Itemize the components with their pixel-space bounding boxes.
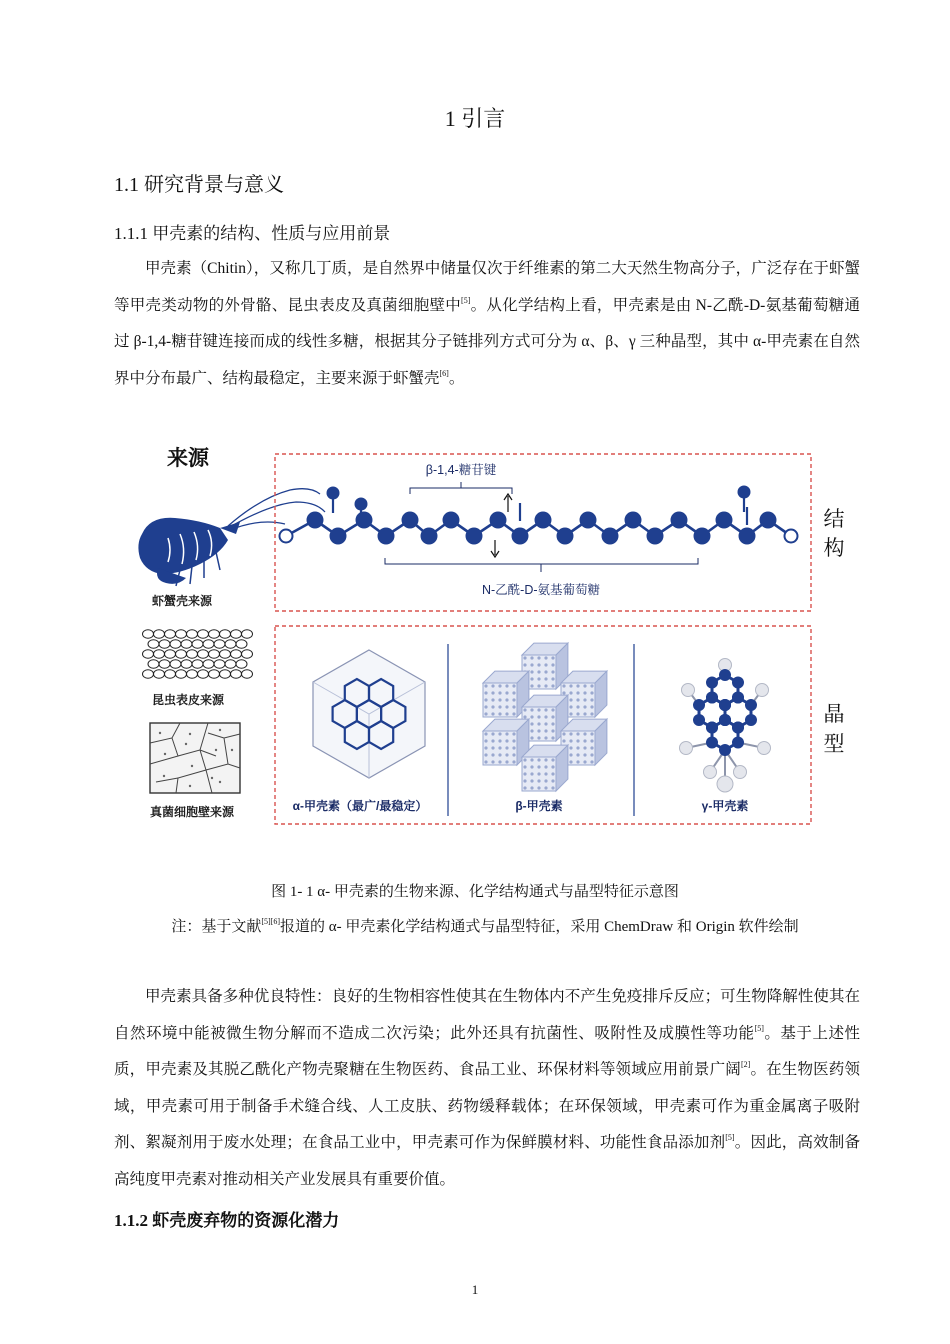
chain-atom <box>443 512 460 529</box>
alpha-label: α-甲壳素（最广/最稳定） <box>292 799 428 813</box>
side-atom <box>355 498 368 511</box>
bead <box>498 753 501 756</box>
chain-atom <box>647 528 664 545</box>
shrimp-label: 虾蟹壳来源 <box>151 594 213 608</box>
bead <box>484 705 487 708</box>
paragraph-text: 。 <box>448 369 465 387</box>
bead <box>544 715 547 718</box>
bead <box>523 656 526 659</box>
subsection-title: 1.1.1 甲壳素的结构、性质与应用前景 <box>114 224 391 243</box>
bead <box>491 684 494 687</box>
bead <box>512 712 515 715</box>
bead <box>523 758 526 761</box>
bead <box>576 732 579 735</box>
bead <box>498 760 501 763</box>
note-text: 报道的 α- 甲壳素化学结构通式与晶型特征，采用 ChemDraw 和 Origin 软件绘制 <box>280 919 799 935</box>
bead <box>498 705 501 708</box>
chapter-title: 1 引言 <box>444 106 506 131</box>
bead <box>484 760 487 763</box>
bead <box>512 732 515 735</box>
bead <box>491 712 494 715</box>
bead <box>590 712 593 715</box>
bead <box>583 712 586 715</box>
carbon-atom <box>732 737 744 749</box>
carbon-atom <box>719 699 731 711</box>
bead <box>551 772 554 775</box>
chain-atom <box>739 528 756 545</box>
figure-note <box>0 915 950 936</box>
bead <box>505 698 508 701</box>
bead <box>551 663 554 666</box>
crystal-side-label-2: 型 <box>823 733 845 756</box>
citation: [2] <box>740 1060 751 1069</box>
bead <box>498 732 501 735</box>
carbon-atom <box>745 714 757 726</box>
bead <box>544 758 547 761</box>
bead <box>530 736 533 739</box>
chain-atom <box>466 528 483 545</box>
paragraph-text: 。因此，高效制备高纯度甲壳素对推动相关产业发展具有重要价值。 <box>114 1134 860 1188</box>
bead <box>590 746 593 749</box>
bead <box>544 677 547 680</box>
bead <box>530 684 533 687</box>
bead <box>484 739 487 742</box>
source-title: 来源 <box>167 447 209 470</box>
bead <box>491 698 494 701</box>
chain-atom <box>490 512 507 529</box>
bead <box>569 760 572 763</box>
hydrogen-atom <box>680 742 693 755</box>
bead <box>544 779 547 782</box>
bead <box>512 739 515 742</box>
chain-atom <box>307 512 324 529</box>
bead <box>505 705 508 708</box>
bead <box>576 760 579 763</box>
bead <box>583 684 586 687</box>
bead <box>583 705 586 708</box>
bead <box>491 691 494 694</box>
bead <box>523 786 526 789</box>
bond-bracket <box>410 482 512 494</box>
bead <box>530 758 533 761</box>
bead <box>576 739 579 742</box>
bead <box>551 708 554 711</box>
shrimp-icon <box>138 489 325 586</box>
bead <box>544 670 547 673</box>
bead <box>505 691 508 694</box>
bead <box>583 753 586 756</box>
hydrogen-atom <box>704 766 717 779</box>
bead <box>590 753 593 756</box>
bead <box>576 684 579 687</box>
bead <box>544 656 547 659</box>
bead <box>491 753 494 756</box>
bead <box>569 684 572 687</box>
bead <box>569 753 572 756</box>
bead <box>583 691 586 694</box>
bead <box>551 677 554 680</box>
bead <box>562 684 565 687</box>
bead <box>530 779 533 782</box>
bead <box>590 705 593 708</box>
bead <box>576 698 579 701</box>
beta-chitin-crystal <box>483 643 607 791</box>
bead <box>523 772 526 775</box>
chain-atom <box>280 530 293 543</box>
bead <box>551 765 554 768</box>
bead <box>569 712 572 715</box>
chain-atom <box>671 512 688 529</box>
bead <box>530 715 533 718</box>
chain-atom <box>580 512 597 529</box>
bead <box>491 705 494 708</box>
carbon-atom <box>719 744 731 756</box>
carbon-atom <box>693 699 705 711</box>
chain-atom <box>785 530 798 543</box>
chain-atom <box>694 528 711 545</box>
bead <box>505 684 508 687</box>
bead <box>505 732 508 735</box>
bead <box>523 765 526 768</box>
beta-label: β-甲壳素 <box>515 799 563 813</box>
bead <box>551 715 554 718</box>
bead <box>551 779 554 782</box>
bead <box>537 786 540 789</box>
bead <box>512 753 515 756</box>
bead <box>537 779 540 782</box>
bead <box>530 663 533 666</box>
monomer-label: N-乙酰-D-氨基葡萄糖 <box>481 583 601 597</box>
bead <box>505 712 508 715</box>
bead <box>484 712 487 715</box>
bead <box>590 698 593 701</box>
fungi-label: 真菌细胞壁来源 <box>149 805 235 819</box>
bead <box>530 765 533 768</box>
citation: [5] <box>754 1023 764 1033</box>
bead <box>530 786 533 789</box>
bead <box>569 732 572 735</box>
carbon-atom <box>719 714 731 726</box>
page-number: 1 <box>471 1282 479 1297</box>
bead <box>530 670 533 673</box>
chain-atom <box>760 512 777 529</box>
bead <box>537 765 540 768</box>
bead <box>551 758 554 761</box>
bead <box>551 736 554 739</box>
bead <box>530 708 533 711</box>
bead <box>583 739 586 742</box>
bead <box>562 732 565 735</box>
carbon-atom <box>693 714 705 726</box>
bead <box>505 753 508 756</box>
paragraph-intro <box>114 251 860 397</box>
bead <box>544 736 547 739</box>
bead <box>512 691 515 694</box>
bead <box>551 729 554 732</box>
gamma-label: γ-甲壳素 <box>701 799 749 813</box>
bead <box>530 677 533 680</box>
citation: [5] <box>461 295 471 305</box>
bead <box>484 691 487 694</box>
figure-caption: 图 1- 1 α- 甲壳素的生物来源、化学结构通式与晶型特征示意图 <box>271 884 679 900</box>
side-atom <box>327 487 340 500</box>
hydrogen-atom <box>734 766 747 779</box>
bead <box>551 786 554 789</box>
bead <box>551 656 554 659</box>
note-text: 注：基于文献 <box>171 919 262 935</box>
bead <box>523 663 526 666</box>
bead <box>576 712 579 715</box>
bead <box>537 758 540 761</box>
chain-atom <box>557 528 574 545</box>
citation: [6] <box>439 368 449 378</box>
bead <box>530 772 533 775</box>
bead <box>498 691 501 694</box>
bead <box>562 691 565 694</box>
subsection-title-2: 1.1.2 虾壳废弃物的资源化潜力 <box>114 1211 340 1230</box>
carbon-atom <box>706 677 718 689</box>
bead <box>491 746 494 749</box>
bead <box>576 691 579 694</box>
bead <box>576 746 579 749</box>
bead <box>551 670 554 673</box>
bead <box>491 732 494 735</box>
chain-atom <box>421 528 438 545</box>
hydrogen-atom <box>758 742 771 755</box>
gamma-chitin-crystal <box>680 659 771 793</box>
chain-atom <box>356 512 373 529</box>
bead <box>544 786 547 789</box>
bead <box>544 729 547 732</box>
bead <box>569 705 572 708</box>
bead <box>505 739 508 742</box>
citation: [5] <box>725 1133 735 1142</box>
chain-atom <box>330 528 347 545</box>
bead <box>537 772 540 775</box>
bead <box>569 746 572 749</box>
carbon-atom <box>719 669 731 681</box>
bead <box>544 765 547 768</box>
section-title: 1.1 研究背景与意义 <box>114 174 284 196</box>
bead <box>512 684 515 687</box>
bead <box>590 739 593 742</box>
side-atom <box>738 486 751 499</box>
bead <box>537 722 540 725</box>
bead <box>537 684 540 687</box>
paragraph-text: 。基于上述性质，甲壳素及其脱乙酰化产物壳聚糖在生物医药、食品工业、环保材料等领域应用前景广阔 <box>114 1024 860 1078</box>
bead <box>484 684 487 687</box>
fungal-cell-wall-icon <box>150 723 240 793</box>
alpha-chitin-crystal <box>313 650 425 778</box>
bead <box>544 684 547 687</box>
bead <box>512 705 515 708</box>
bead <box>512 760 515 763</box>
bead <box>583 746 586 749</box>
paragraph-text: 。在生物医药领域，甲壳素可用于制备手术缝合线、人工皮肤、药物缓释载体；在环保领域，甲壳素可作为重金属离子吸附剂、絮凝剂用于废水处理；在食品工业中，甲壳素可作为保鲜膜材料、功能性食品添加剂 <box>114 1061 860 1151</box>
bead <box>590 732 593 735</box>
bead <box>498 684 501 687</box>
bead <box>484 746 487 749</box>
bead <box>505 746 508 749</box>
bead <box>484 753 487 756</box>
chain-atom <box>716 512 733 529</box>
bead <box>484 698 487 701</box>
bead <box>498 698 501 701</box>
bead <box>537 670 540 673</box>
bead <box>537 708 540 711</box>
carbon-atom <box>706 737 718 749</box>
hydrogen-atom <box>756 684 769 697</box>
bead <box>544 772 547 775</box>
chain-atom <box>378 528 395 545</box>
bead <box>537 656 540 659</box>
arrow-down-icon <box>491 540 499 557</box>
molecule-chain <box>280 486 798 558</box>
bead <box>530 729 533 732</box>
bead <box>590 691 593 694</box>
bead <box>537 715 540 718</box>
bead <box>491 739 494 742</box>
bead <box>590 684 593 687</box>
bead <box>484 732 487 735</box>
carbon-atom <box>732 692 744 704</box>
carbon-atom <box>706 722 718 734</box>
paragraph-properties <box>114 979 860 1198</box>
bead <box>551 684 554 687</box>
paragraph-text: 甲壳素具备多种优良特性：良好的生物相容性使其在生物体内不产生免疫排斥反应；可生物降解性使其在自然环境中能被微生物分解而不造成二次污染；此外还具有抗菌性、吸附性及成膜性等功能 <box>114 988 860 1042</box>
bead <box>544 663 547 666</box>
bead <box>544 722 547 725</box>
bead <box>523 779 526 782</box>
hydrogen-atom <box>717 776 733 792</box>
chain-atom <box>402 512 419 529</box>
crystal-side-label-1: 晶 <box>823 703 845 726</box>
bead <box>569 698 572 701</box>
bead <box>512 746 515 749</box>
carbon-atom <box>732 677 744 689</box>
bead <box>523 708 526 711</box>
bead <box>505 760 508 763</box>
bead <box>576 753 579 756</box>
bead <box>569 691 572 694</box>
bead <box>537 663 540 666</box>
insect-label: 昆虫表皮来源 <box>151 693 225 707</box>
bead <box>530 722 533 725</box>
bead <box>530 656 533 659</box>
bead <box>583 760 586 763</box>
paragraph-text: 。从化学结构上看，甲壳素是由 N-乙酰-D-氨基葡萄糖通过 β-1,4-糖苷键连接而成的线性多糖，根据其分子链排列方式可分为 α、β、γ 三种晶型，其中 α-甲壳素在自然界中分布最广、结构最稳定，主要来源于虾蟹壳 <box>114 296 860 387</box>
carbon-atom <box>732 722 744 734</box>
chain-atom <box>625 512 642 529</box>
bead <box>551 722 554 725</box>
bead <box>537 736 540 739</box>
hydrogen-atom <box>682 684 695 697</box>
bead <box>562 739 565 742</box>
bead <box>491 760 494 763</box>
bead <box>498 739 501 742</box>
bead <box>512 698 515 701</box>
monomer-bracket <box>385 558 698 572</box>
bead <box>583 698 586 701</box>
figure-canvas <box>120 438 850 833</box>
chain-atom <box>512 528 529 545</box>
citation: [5][6] <box>261 917 280 926</box>
structure-side-label-1: 结 <box>823 508 845 531</box>
bead <box>569 739 572 742</box>
paragraph-text: 甲壳素（Chitin），又称几丁质，是自然界中储量仅次于纤维素的第二大天然生物高分子，广泛存在于虾蟹等甲壳类动物的外骨骼、昆虫表皮及真菌细胞壁中 <box>114 260 860 314</box>
bead <box>583 732 586 735</box>
insect-cuticle-icon <box>142 628 253 678</box>
bead <box>544 708 547 711</box>
carbon-atom <box>706 692 718 704</box>
chain-atom <box>535 512 552 529</box>
bead <box>523 715 526 718</box>
arrow-up-icon <box>504 494 512 512</box>
chain-atom <box>602 528 619 545</box>
bead <box>590 760 593 763</box>
bead <box>537 677 540 680</box>
bead <box>537 729 540 732</box>
bead <box>498 712 501 715</box>
bead <box>576 705 579 708</box>
carbon-atom <box>745 699 757 711</box>
structure-side-label-2: 构 <box>823 537 845 560</box>
bond-label: β-1,4-糖苷键 <box>425 463 497 477</box>
figure <box>120 438 850 833</box>
bead <box>498 746 501 749</box>
